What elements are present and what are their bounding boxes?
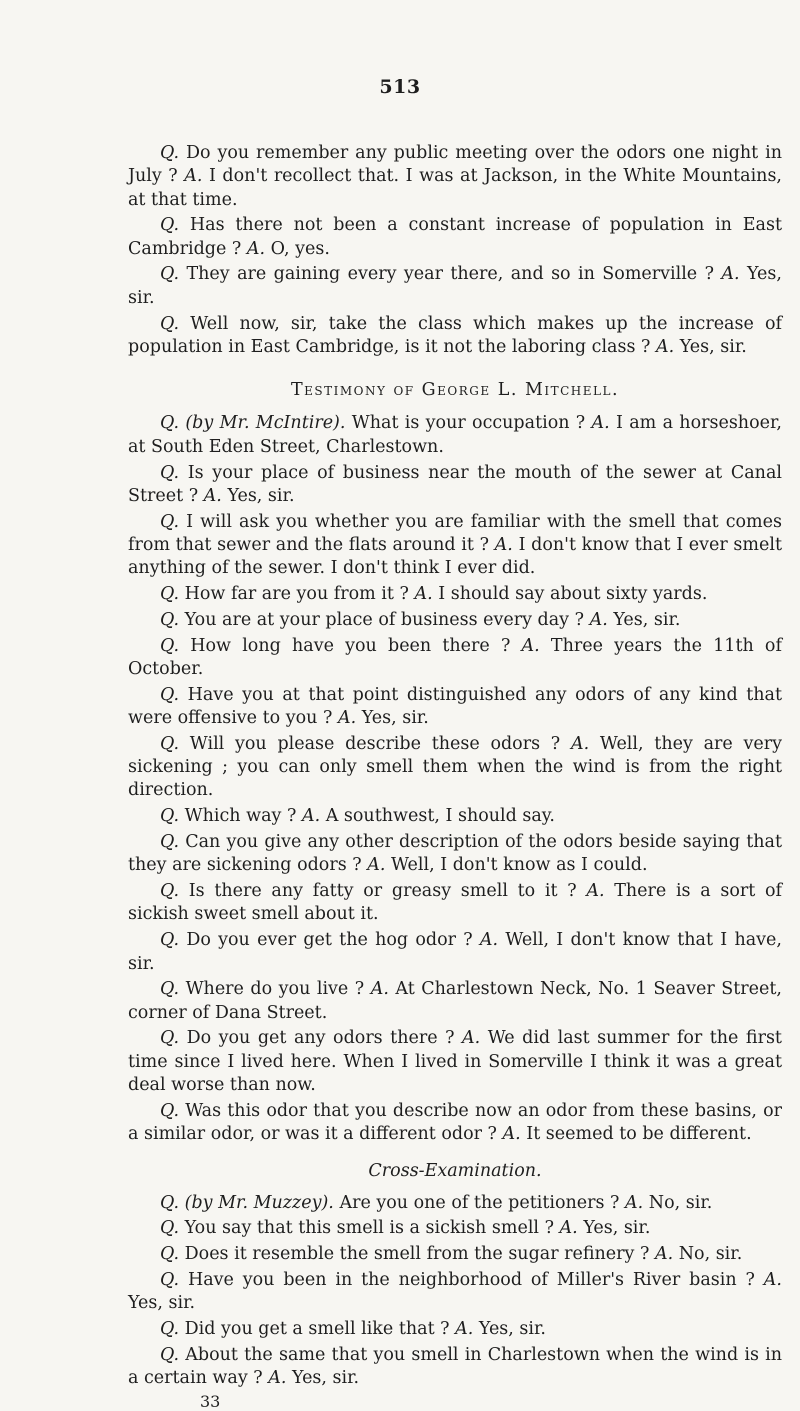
qa-paragraph [128,142,782,212]
question-label: Q. [160,733,180,754]
answer-label: A. [589,609,608,630]
answer-text: I am a horseshoer, at South Eden Street, Charlestown. [128,413,782,457]
question-label: Q. [160,1319,180,1340]
question-text: Did you get a smell like that ? [184,1319,450,1340]
question-label: Q. [160,462,180,483]
question-label: Q. [160,584,180,605]
qa-paragraph [128,635,782,682]
answer-text: I should say about sixty yards. [438,584,708,605]
question-text: Which way ? [184,806,297,827]
qa-paragraph [128,1027,782,1097]
answer-text: At Charlestown Neck, No. 1 Seaver Street, corner of Dana Street. [128,979,782,1023]
answer-text: Yes, sir. [679,336,747,357]
answer-label: A. [521,635,540,656]
question-label: Q. [160,143,180,163]
question-text: Is your place of business near the mouth of the sewer at Canal Street ? [128,462,782,506]
section-heading: Testimony of George L. Mitchell. [290,380,620,401]
examiner-note: (by Mr. Muzzey). [184,1192,334,1213]
qa-paragraph [128,1192,782,1215]
answer-text: Well, I don't know that I have, sir. [128,930,782,974]
question-label: Q. [160,881,180,902]
answer-label: A. [494,534,513,555]
answer-text: No, sir. [648,1192,713,1213]
question-text: Has there not been a constant increase of population in East Cambridge ? [128,215,782,259]
question-text: Was this odor that you describe now an odor from these basins, or a similar odor, or was it a different odor ? [128,1100,782,1145]
qa-paragraph [128,929,782,976]
qa-paragraph [128,733,782,803]
question-text: How far are you from it ? [184,584,409,605]
question-label: Q. [160,832,180,853]
question-label: Q. [160,313,180,334]
answer-text: I don't recollect that. I was at Jackson, in the White Mountains, at that time. [128,166,782,210]
answer-label: A. [203,485,222,506]
question-label: Q. [160,215,180,236]
question-label: Q. [160,264,180,285]
answer-label: A. [655,336,675,357]
answer-label: A. [246,238,266,259]
qa-paragraph [128,1269,782,1316]
question-text: Do you get any odors there ? [186,1028,455,1049]
answer-label: A. [591,413,610,434]
question-text: About the same that you smell in Charlestown when the wind is in a certain way ? [128,1344,782,1389]
answer-text: Yes, sir. [227,485,295,506]
answer-label: A. [763,1270,782,1291]
question-label: Q. [160,1344,180,1365]
answer-label: A. [337,708,357,729]
question-label: Q. [160,1192,180,1213]
qa-paragraph [128,831,782,878]
answer-text: O, yes. [270,238,330,259]
qa-paragraph [128,1243,782,1266]
question-text: Have you been in the neighborhood of Miller's River basin ? [187,1270,755,1291]
answer-label: A. [586,881,605,902]
answer-text: It seemed to be different. [526,1124,752,1145]
answer-text: No, sir. [678,1244,743,1265]
answer-text: There is a sort of sickish sweet smell about it. [128,881,782,925]
answer-text: Well, I don't know as I could. [391,855,648,876]
qa-paragraph [128,583,782,606]
qa-paragraph [128,462,782,509]
question-label: Q. [160,635,180,656]
question-label: Q. [160,609,180,630]
answer-label: A. [479,930,499,951]
answer-text: Three years the 11th of October. [128,635,782,679]
question-text: Well now, sir, take the class which makes up the increase of population in East Cambridge, is it not the laboring class ? [128,313,782,357]
qa-paragraph [128,1344,782,1391]
page-number: 513 [379,76,421,98]
qa-paragraph [128,263,782,310]
question-label: Q. [160,1218,180,1239]
question-label: Q. [160,1244,180,1265]
question-text: You are at your place of business every day ? [184,609,585,630]
answer-label: A. [414,584,433,605]
qa-paragraph [128,1318,782,1341]
answer-label: A. [654,1244,674,1265]
answer-text: Yes, sir. [361,708,429,729]
question-text: Where do you live ? [185,979,365,1000]
qa-paragraph [128,313,782,360]
qa-paragraph [128,880,782,927]
signature-mark: 33 [200,1392,221,1411]
qa-paragraph [128,214,782,261]
question-label: Q. [160,930,180,951]
answer-text: Well, they are very sickening ; you can only smell them when the wind is from the right direction. [128,733,782,801]
section-subheading: Cross-Examination. [368,1161,542,1182]
question-text: Are you one of the petitioners ? [339,1192,620,1213]
answer-label: A. [559,1218,578,1239]
question-label: Q. [160,413,180,434]
answer-text: Yes, sir. [128,264,782,308]
question-label: Q. [160,1100,180,1121]
question-label: Q. [160,684,180,705]
question-text: Can you give any other description of the odors beside saying that they are sickening odors ? [128,832,782,876]
answer-label: A. [721,264,740,285]
question-text: You say that this smell is a sickish smell ? [184,1218,554,1239]
qa-paragraph [128,978,782,1025]
answer-text: A southwest, I should say. [325,806,555,827]
qa-paragraph [128,511,782,581]
question-label: Q. [160,1028,180,1049]
answer-text: Yes, sir. [128,1293,196,1314]
qa-paragraph [128,805,782,828]
question-text: Does it resemble the smell from the sugar refinery ? [184,1244,650,1265]
question-label: Q. [160,1270,180,1291]
body-text [128,142,782,1411]
answer-label: A. [455,1319,474,1340]
answer-text: Yes, sir. [478,1319,546,1340]
answer-label: A. [461,1028,481,1049]
qa-paragraph [128,609,782,632]
question-label: Q. [160,806,180,827]
qa-paragraph [128,684,782,731]
examiner-note: (by Mr. McIntire). [185,413,346,434]
qa-paragraph [128,1217,782,1240]
question-text: They are gaining every year there, and so in Somerville ? [186,264,714,285]
qa-paragraph [128,412,782,459]
question-text: What is your occupation ? [351,413,586,434]
qa-paragraph [128,1100,782,1147]
answer-text: Yes, sir. [613,609,681,630]
answer-text: Yes, sir. [292,1368,360,1389]
answer-label: A. [502,1124,521,1145]
answer-text: We did last summer for the first time since I lived here. When I lived in Somerville I think it was a great deal worse than now. [128,1028,782,1095]
question-text: Have you at that point distinguished any odors of any kind that were offensive to you ? [128,684,782,729]
answer-text: I don't know that I ever smelt anything of the sewer. I don't think I ever did. [128,534,782,579]
question-text: Will you please describe these odors ? [189,733,561,754]
answer-label: A. [625,1192,644,1213]
question-label: Q. [160,979,180,1000]
question-text: Is there any fatty or greasy smell to it ? [188,881,577,902]
answer-text: Yes, sir. [583,1218,651,1239]
question-text: Do you ever get the hog odor ? [186,930,473,951]
answer-label: A. [301,806,321,827]
answer-label: A. [570,733,590,754]
answer-label: A. [184,166,203,187]
answer-label: A. [367,855,386,876]
answer-label: A. [268,1368,287,1389]
question-text: How long have you been there ? [190,635,511,656]
answer-label: A. [370,979,389,1000]
question-text: Do you remember any public meeting over the odors one night in July ? [128,143,782,187]
question-text: I will ask you whether you are familiar with the smell that comes from that sewer and the flats around it ? [128,511,782,555]
question-label: Q. [160,511,180,532]
